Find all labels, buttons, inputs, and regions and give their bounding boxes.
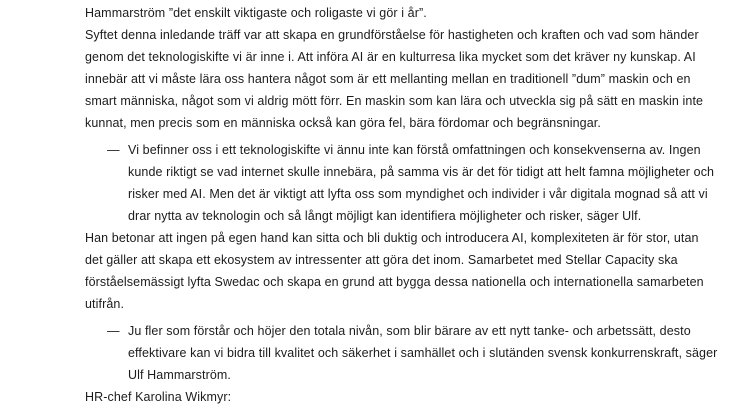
quote-text: Vi befinner oss i ett teknologiskifte vi ännu inte kan förstå omfattningen och konsekvenserna av. Ingen kunde riktigt se vad internet skulle innebära, på samma vis är det för tidigt att helt famna möjligheter och risker med AI. Men det är viktigt att lyfta oss som myndighet och individer i vår digitala mognad så att vi drar nytta av teknologin och så långt möjligt kan identifiera möjligheter och risker, säger Ulf. [128, 143, 715, 223]
quote-dash-icon: — [107, 143, 120, 157]
paragraph-hr-chef: HR-chef Karolina Wikmyr: [85, 390, 232, 404]
paragraph-purpose: Syftet denna inledande träff var att skapa en grundförståelse för hastigheten och kraften och vad som händer genom det teknologiskifte vi är inne i. Att införa AI är en kulturresa lika mycket som det kräver ny kunskap. AI innebär att vi måste lära oss hantera något som är ett mellanting mellan en traditionell ”dum” maskin och en smart människa, något som vi aldrig mött förr. En maskin som kan lära och utveckla sig på sätt en maskin inte kunnat, men precis som en människa också kan göra fel, bära fördomar och begränsningar. [85, 28, 704, 130]
paragraph-ecosystem: Han betonar att ingen på egen hand kan sitta och bli duktig och introducera AI, komplexiteten är för stor, utan det gäller att skapa ett ekosystem av intressenter att göra det inom. Samarbetet med Stellar Capacity ska förståelsemässigt lyfta Swedac och skapa en grund att bygga dessa nationella och internationella samarbeten utifrån. [85, 231, 704, 311]
quote-block-ulf-2 [85, 320, 718, 386]
paragraph-intro-quote: Hammarström ”det enskilt viktigaste och roligaste vi gör i år”. [85, 6, 427, 20]
quote-text: Ju fler som förstår och höjer den totala nivån, som blir bärare av ett nytt tanke- och arbetssätt, desto effektivare kan vi bidra till kvalitet och säkerhet i samhället och i slutänden svensk konkurrenskraft, säger Ulf Hammarström. [128, 324, 718, 382]
quote-block-ulf-1 [85, 139, 718, 227]
quote-dash-icon: — [107, 324, 120, 338]
